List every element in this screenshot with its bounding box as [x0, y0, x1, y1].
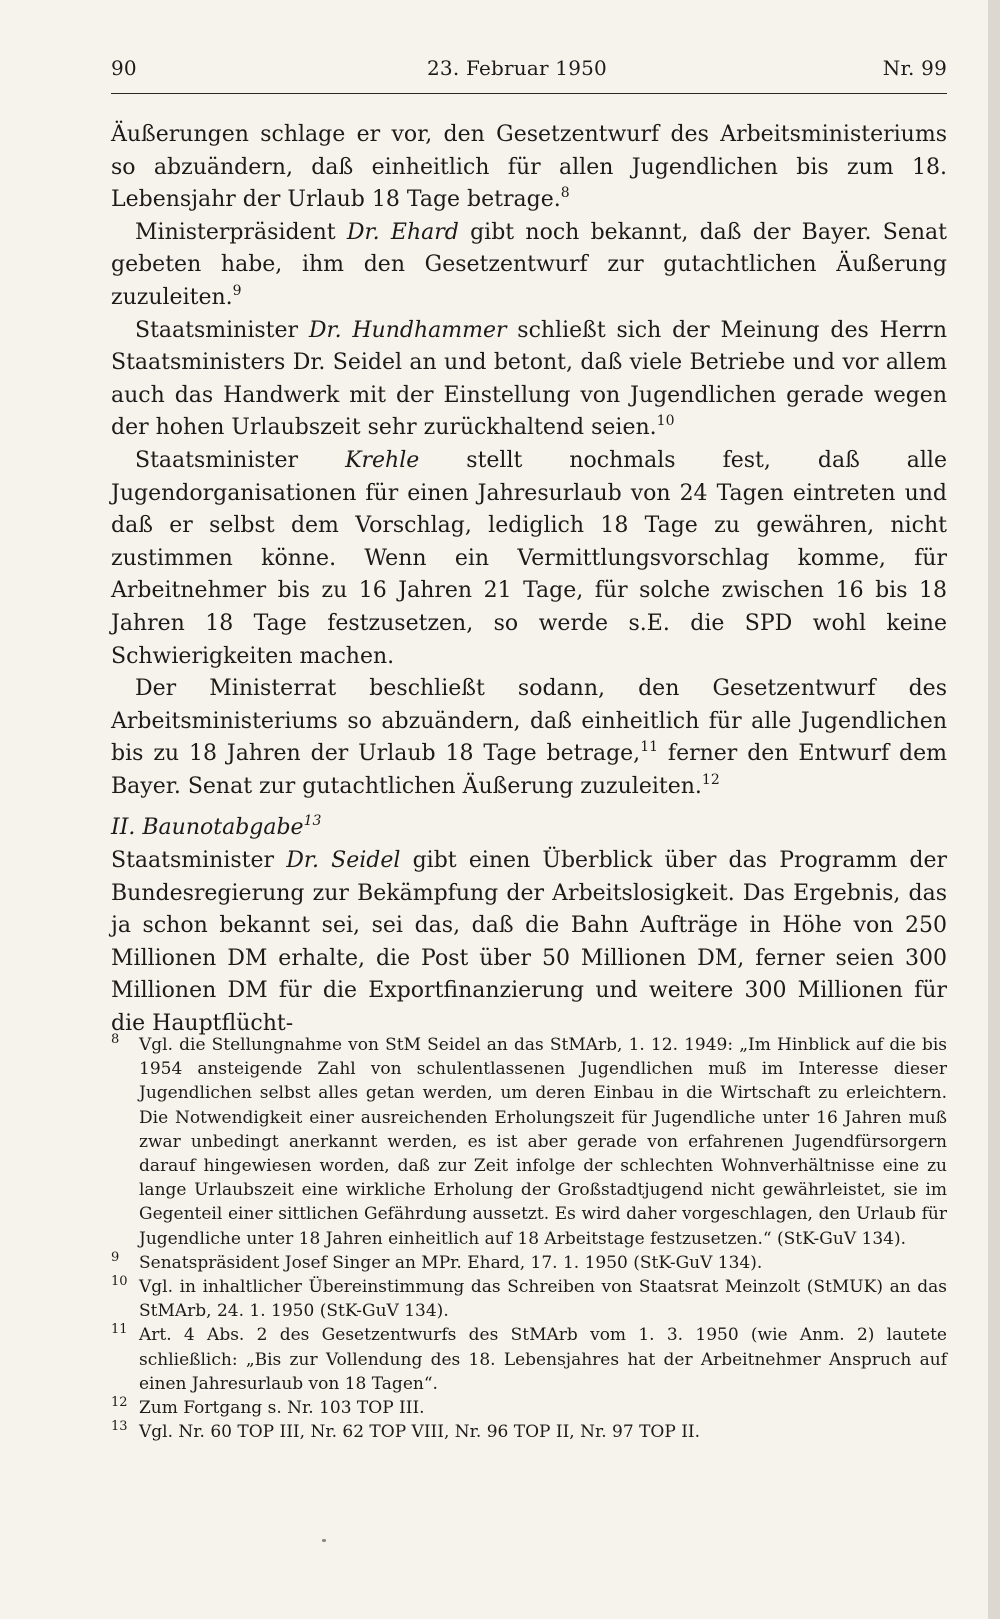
speaker-name: Krehle	[345, 447, 420, 473]
footnote	[111, 1033, 947, 1251]
footnotes	[111, 1033, 947, 1444]
main-text	[111, 119, 947, 1041]
footnote-text: Vgl. Nr. 60 TOP III, Nr. 62 TOP VIII, Nr. 96 TOP II, Nr. 97 TOP II.	[139, 1422, 701, 1443]
footnote-text: Vgl. in inhaltlicher Übereinstimmung das Schreiben von Staatsrat Meinzolt (StMUK) an das StMArb, 24. 1. 1950 (StK-GuV 134).	[139, 1277, 947, 1322]
footnote	[111, 1251, 947, 1275]
footnote-number: 12	[111, 1395, 128, 1411]
section-heading: II. Baunotabgabe$^{13}$	[111, 813, 322, 841]
footnote-number: 9	[111, 1249, 120, 1265]
footnote-text: Vgl. die Stellungnahme von StM Seidel an das StMArb, 1. 12. 1949: „Im Hinblick auf die bis 1954 ansteigende Zahl von schulentlassenen Jugendlichen muß im Interesse dieser Jugendlichen selbst alles getan werden, um deren Einbau in die Wirtschaft zu erleichtern. Die Notwendigkeit einer ausreichenden Erholungszeit für Jugendliche unter 16 Jahren muß zwar unbedingt anerkannt werden, es ist aber gerade von erfahrenen Jugendfürsorgern darauf hingewiesen worden, daß zur Zeit infolge der schlechten Wohnverhältnisse eine zu lange Urlaubszeit eine wirkliche Erholung der Großstadtjugend nicht gewährleistet, sie im Gegenteil einer sittlichen Gefährdung aussetzt. Es wird daher vorgeschlagen, den Urlaub für Jugendliche unter 18 Jahren einheitlich auf 18 Arbeitstage festzusetzen.“ (StK-GuV 134).	[139, 1035, 947, 1249]
paper-speck	[322, 1539, 326, 1542]
page-number: 90	[111, 56, 137, 80]
paragraph-6: Staatsminister Dr. Seidel gibt einen Überblick über das Programm der Bundesregierung zur Bekämpfung der Arbeitslosigkeit. Das Ergebnis, das ja schon bekannt sei, sei das, daß die Bahn Aufträge in Höhe von 250 Millionen DM erhalte, die Post über 50 Millionen DM, ferner seien 300 Millionen DM für die Exportfinanzierung und weitere 300 Millionen für die Hauptflücht-	[111, 848, 947, 1037]
footnote-ref: 12	[701, 771, 720, 788]
footnote-text: Senatspräsident Josef Singer an MPr. Ehard, 17. 1. 1950 (StK-GuV 134).	[139, 1252, 763, 1273]
footnote-text: Zum Fortgang s. Nr. 103 TOP III.	[139, 1398, 425, 1419]
document-number: Nr. 99	[882, 56, 947, 80]
footnote-number: 11	[111, 1322, 128, 1338]
footnote-ref: 8	[560, 185, 570, 202]
footnote-ref: 13	[303, 813, 322, 830]
paragraph-1: Äußerungen schlage er vor, den Gesetzentwurf des Arbeitsministeriums so abzuändern, daß einheitlich für allen Jugendlichen bis zum 18. Lebensjahr der Urlaub 18 Tage betrage.$^8$	[111, 122, 947, 213]
footnote-number: 8	[111, 1032, 120, 1047]
paragraph-3: Staatsminister Dr. Hundhammer schließt sich der Meinung des Herrn Staatsministers Dr. Seidel an und betont, daß viele Betriebe und vor allem auch das Handwerk mit der Einstellung von Jugendlichen gerade wegen der hohen Urlaubszeit sehr zurückhaltend seien.$^{10}$	[111, 317, 947, 441]
paragraph-4: Staatsminister Krehle stellt nochmals fest, daß alle Jugendorganisationen für einen Jahresurlaub von 24 Tagen eintreten und daß er selbst dem Vorschlag, lediglich 18 Tage zu gewähren, nicht zustimmen könne. Wenn ein Vermittlungsvorschlag komme, für Arbeitnehmer bis zu 16 Jahren 21 Tage, für solche zwischen 16 bis 18 Jahren 18 Tage festzusetzen, so werde s.E. die SPD wohl keine Schwierigkeiten machen.	[111, 447, 947, 669]
speaker-name: Dr. Ehard	[346, 219, 459, 245]
footnote	[111, 1420, 947, 1444]
footnote	[111, 1275, 947, 1323]
header-rule	[111, 93, 947, 94]
page-edge	[988, 0, 1000, 1619]
footnote-ref: 11	[640, 739, 659, 756]
paragraph-5: Der Ministerrat beschließt sodann, den Gesetzentwurf des Arbeitsministeriums so abzuändern, daß einheitlich für alle Jugendlichen bis zu 18 Jahren der Urlaub 18 Tage betrage,$^{11}$ ferner den Entwurf dem Bayer. Senat zur gutachtlichen Äußerung zuzuleiten.$^{12}$	[111, 676, 947, 799]
paragraph-2: Ministerpräsident Dr. Ehard gibt noch bekannt, daß der Bayer. Senat gebeten habe, ihm den Gesetzentwurf zur gutachtlichen Äußerung zuzuleiten.$^9$	[111, 219, 947, 310]
running-header	[111, 56, 947, 90]
footnote-text: Art. 4 Abs. 2 des Gesetzentwurfs des StMArb vom 1. 3. 1950 (wie Anm. 2) lautete schließlich: „Bis zur Vollendung des 18. Lebensjahres hat der Arbeitnehmer Anspruch auf einen Jahresurlaub von 18 Tagen“.	[139, 1325, 947, 1394]
speaker-name: Dr. Seidel	[286, 848, 401, 874]
footnote-ref: 9	[232, 282, 242, 299]
footnote-number: 13	[111, 1419, 128, 1435]
speaker-name: Dr. Hundhammer	[308, 317, 507, 343]
footnote	[111, 1396, 947, 1420]
footnote-ref: 10	[656, 413, 675, 430]
header-date: 23. Februar 1950	[427, 56, 607, 80]
footnote-number: 10	[111, 1274, 128, 1290]
footnote	[111, 1323, 947, 1396]
